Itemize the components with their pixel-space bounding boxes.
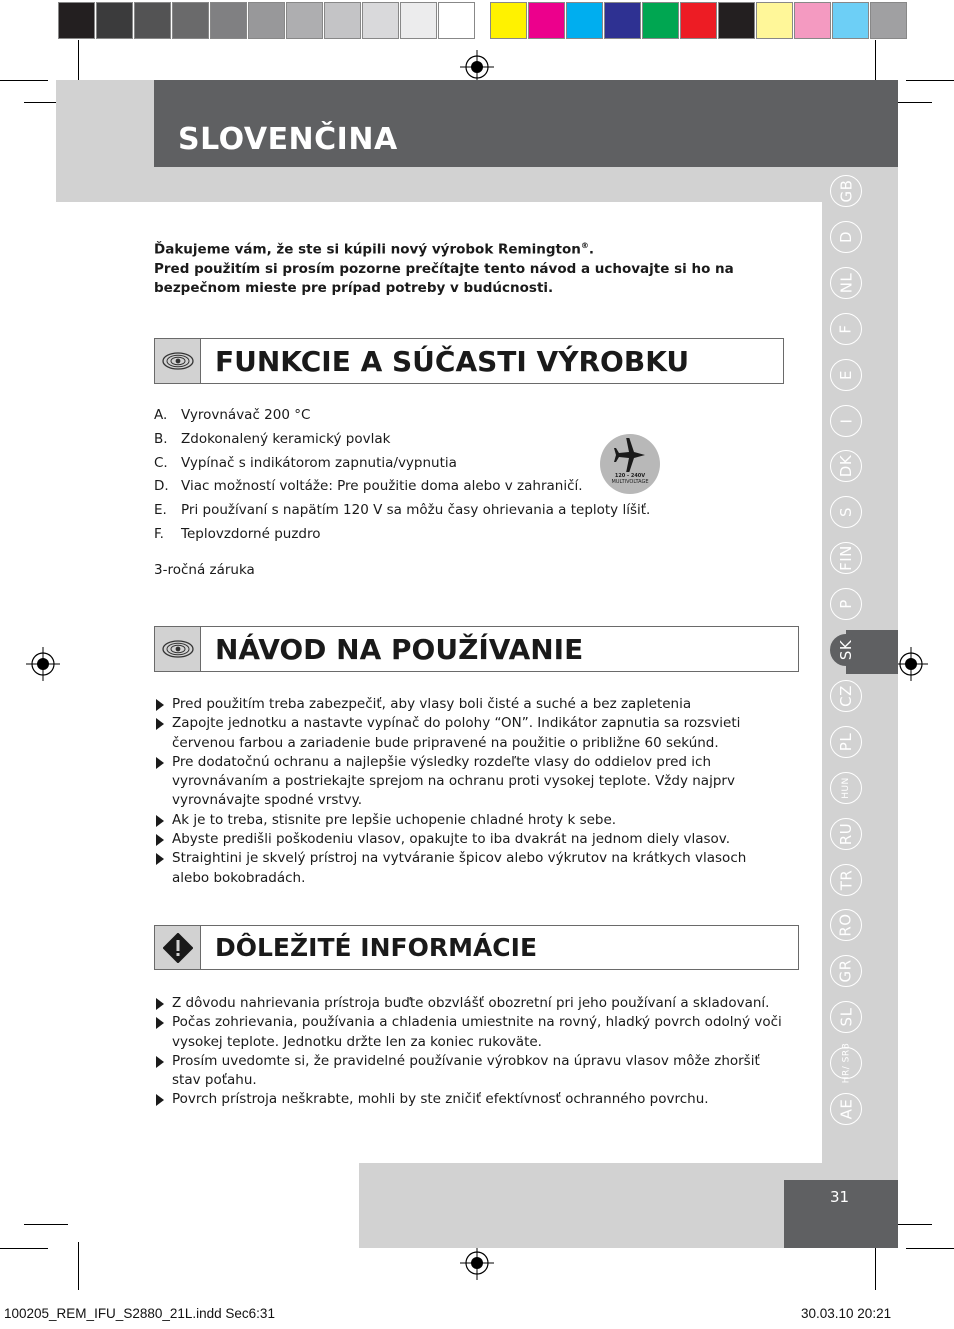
language-tab-ae[interactable] (830, 1093, 862, 1125)
usage-list (154, 695, 786, 888)
part-letter: F. (154, 525, 164, 542)
bullet-item: Z dôvodu nahrievania prístroja buďte obzvlášť obozretní pri jeho používaní a skladovaní. (154, 994, 786, 1013)
language-tab-ru[interactable] (830, 818, 862, 850)
part-text: Zdokonalený keramický povlak (181, 430, 391, 447)
language-tab-e[interactable] (830, 359, 862, 391)
color-swatch (756, 2, 793, 39)
part-text: Vyrovnávač 200 °C (181, 407, 311, 423)
badge-label: MULTIVOLTAGE (611, 479, 649, 485)
file-slug: 100205_REM_IFU_S2880_21L.indd Sec6:31 (4, 1306, 275, 1321)
color-swatch (58, 2, 95, 39)
language-tab-label: FIN (837, 545, 855, 572)
language-tab-f[interactable] (830, 313, 862, 345)
language-tab-hrsrb[interactable] (830, 1042, 862, 1084)
language-tab-i[interactable] (830, 405, 862, 437)
eye-icon (155, 339, 201, 383)
language-tab-label: PL (837, 732, 855, 751)
language-tab-d[interactable] (830, 221, 862, 253)
language-tab-label: HUN (841, 776, 851, 799)
language-tab-p[interactable] (830, 588, 862, 620)
color-swatch (794, 2, 831, 39)
part-text: Pri používaní s napätím 120 V sa môžu časy ohrievania a teploty líšiť. (181, 502, 651, 519)
crop-mark (875, 1242, 876, 1290)
swatch-gap (476, 2, 490, 39)
color-swatch (832, 2, 869, 39)
color-swatch (172, 2, 209, 39)
parts-list-item (154, 501, 674, 525)
color-swatch (604, 2, 641, 39)
crop-mark (906, 1248, 954, 1249)
intro-text (154, 236, 774, 298)
language-tab-label: GB (836, 179, 855, 203)
page-number: 31 (830, 1188, 850, 1206)
color-swatch (642, 2, 679, 39)
color-swatch (248, 2, 285, 39)
language-tab-label: SK (836, 639, 855, 661)
registration-mark-icon (894, 647, 928, 681)
warning-icon (155, 926, 201, 969)
airplane-icon (610, 438, 650, 472)
language-tab-label: RU (837, 822, 855, 845)
language-tab-pl[interactable] (830, 726, 862, 758)
color-swatch (528, 2, 565, 39)
language-tab-label: I (837, 418, 855, 423)
crop-mark (0, 80, 48, 81)
registered-mark: ® (580, 241, 589, 250)
language-tab-label: S (837, 507, 855, 518)
crop-mark (24, 1224, 68, 1225)
language-tab-hun[interactable] (830, 772, 862, 804)
language-tab-label: HR/ SRB (841, 1042, 851, 1084)
color-swatch-strip (58, 2, 908, 39)
section-title-important: DÔLEŽITÉ INFORMÁCIE (215, 933, 538, 962)
color-swatch (490, 2, 527, 39)
bullet-item: Pre dodatočnú ochranu a najlepšie výsledky rozdeľte vlasy do oddielov pred ich vyrovnávaním a postriekajte sprejom na ochranu proti vysokej teplote. Vždy najprv vyrovnávajte spodné vrstvy. (154, 753, 786, 811)
bullet-item: Počas zohrievania, používania a chladenia umiestnite na rovný, hladký povrch odolný voči vysokej teplote. Jednotku držte len za koniec rukoväte. (154, 1013, 786, 1052)
language-tab-label: TR (837, 869, 855, 890)
bullet-item: Straightini je skvelý prístroj na vytváranie špicov alebo výkrutov na krátkych vlasoch alebo bokobradách. (154, 849, 786, 888)
part-text: Teplovzdorné puzdro (181, 525, 321, 542)
bullet-item: Zapojte jednotku a nastavte vypínač do polohy “ON”. Indikátor zapnutia sa rozsvieti červenou farbou a zariadenie bude pripravené na použitie o približne 60 sekúnd. (154, 714, 786, 753)
language-tab-label: RO (836, 913, 855, 938)
section-header-features (154, 338, 784, 384)
title-bar (154, 80, 898, 167)
language-tab-label: SL (836, 1007, 855, 1027)
parts-list-item (154, 406, 674, 430)
page-number-box (784, 1180, 898, 1248)
color-swatch (680, 2, 717, 39)
intro-line-2: Pred použitím si prosím pozorne prečítajte tento návod a uchovajte si ho na bezpečnom mieste pre prípad potreby v budúcnosti. (154, 260, 734, 296)
language-tab-label: CZ (837, 685, 855, 707)
language-tab-nl[interactable] (830, 267, 862, 299)
language-tab-label: GR (836, 959, 855, 983)
part-text: Viac možností voltáže: Pre použitie doma alebo v zahraničí. (181, 478, 583, 495)
language-tab-label: AE (837, 1098, 855, 1120)
part-letter: E. (154, 502, 167, 519)
section-header-important (154, 925, 799, 970)
eye-icon (155, 627, 201, 671)
section-title-usage: NÁVOD NA POUŽÍVANIE (215, 632, 584, 666)
color-swatch (210, 2, 247, 39)
page-title: SLOVENČINA (178, 122, 398, 157)
language-tab-sl[interactable] (830, 1001, 862, 1033)
parts-list-item (154, 454, 674, 478)
language-tab-label: E (836, 369, 855, 380)
registration-mark-icon (460, 1246, 494, 1280)
language-tab-label: P (836, 599, 855, 609)
warranty-text: 3-ročná záruka (154, 562, 255, 578)
part-letter: C. (154, 454, 168, 471)
color-swatch (400, 2, 437, 39)
color-swatch (96, 2, 133, 39)
parts-list-item (154, 525, 674, 549)
color-swatch (134, 2, 171, 39)
color-swatch (362, 2, 399, 39)
language-tab-cz[interactable] (830, 680, 862, 712)
color-swatch (324, 2, 361, 39)
language-tab-label: NL (836, 272, 855, 294)
part-text: Vypínač s indikátorom zapnutia/vypnutia (181, 454, 457, 471)
crop-mark (906, 80, 954, 81)
intro-line-1-end: . (588, 241, 595, 258)
bullet-item: Pred použitím treba zabezpečiť, aby vlasy boli čisté a suché a bez zapletenia (154, 695, 786, 714)
language-tab-fin[interactable] (830, 542, 862, 574)
crop-mark (78, 1242, 79, 1290)
language-tab-sk[interactable] (830, 634, 862, 666)
parts-list (154, 406, 674, 549)
intro-line-1: Ďakujeme vám, že ste si kúpili nový výrobok Remington (154, 241, 581, 258)
parts-list-item (154, 477, 674, 501)
part-letter: B. (154, 430, 168, 447)
bullet-item: Povrch prístroja neškrabte, mohli by ste zničiť efektívnosť ochranného povrchu. (154, 1090, 786, 1109)
print-date: 30.03.10 20:21 (801, 1306, 892, 1321)
language-tab-label: F (836, 324, 855, 334)
badge-voltage: 120 - 240V (614, 473, 646, 479)
color-swatch (438, 2, 475, 39)
language-tab-tr[interactable] (830, 864, 862, 896)
part-letter: D. (154, 478, 169, 495)
part-letter: A. (154, 407, 168, 423)
important-list (154, 994, 786, 1110)
section-title-features: FUNKCIE A SÚČASTI VÝROBKU (215, 344, 690, 378)
bullet-item: Prosím uvedomte si, že pravidelné používanie výrobkov na úpravu vlasov môže zhoršiť stav poťahu. (154, 1052, 786, 1091)
section-header-usage (154, 626, 799, 672)
bullet-item: Ak je to treba, stisnite pre lepšie uchopenie chladné hroty k sebe. (154, 811, 786, 830)
color-swatch (870, 2, 907, 39)
registration-mark-icon (26, 647, 60, 681)
bullet-item: Abyste predišli poškodeniu vlasov, opakujte to iba dvakrát na jednom diely vlasov. (154, 830, 786, 849)
parts-list-item (154, 430, 674, 454)
color-swatch (566, 2, 603, 39)
language-tab-label: D (837, 230, 855, 243)
registration-mark-icon (460, 50, 494, 84)
language-tab-gb[interactable] (830, 175, 862, 207)
crop-mark (0, 1248, 48, 1249)
color-swatch (286, 2, 323, 39)
color-swatch (718, 2, 755, 39)
language-tab-label: DK (836, 455, 855, 478)
multivoltage-badge (600, 434, 660, 494)
